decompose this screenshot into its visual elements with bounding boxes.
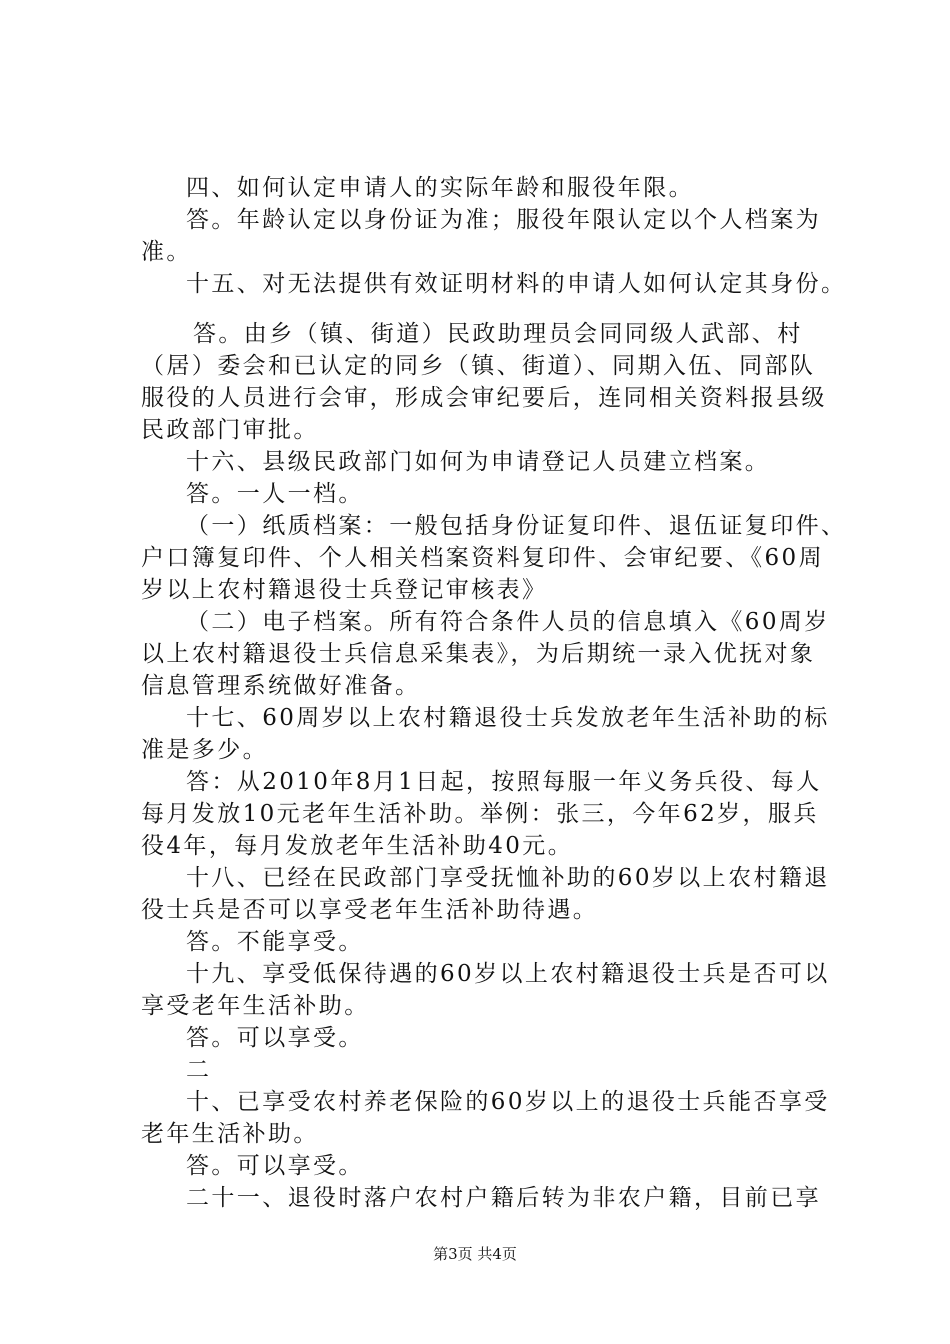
- question-line: 十九、享受低保待遇的60岁以上农村籍退役士兵是否可以: [186, 961, 830, 987]
- page-footer: [0, 1244, 950, 1264]
- question-line: 二十一、退役时落户农村户籍后转为非农户籍，目前已享: [186, 1185, 821, 1211]
- question-line: 四、如何认定申请人的实际年龄和服役年限。: [186, 175, 694, 201]
- answer-line: 答：从2010年8月1日起，按照每服一年义务兵役、每人: [186, 769, 822, 795]
- answer-line: 答。可以享受。: [186, 1025, 364, 1051]
- text-line: （居）委会和已认定的同乡（镇、街道）、同期入伍、同部队: [141, 353, 816, 379]
- body-text: [141, 172, 847, 1214]
- question-line: 十五、对无法提供有效证明材料的申请人如何认定其身份。: [186, 271, 847, 297]
- answer-line: 答。不能享受。: [186, 929, 364, 955]
- question-line: 十、已享受农村养老保险的60岁以上的退役士兵能否享受: [186, 1089, 830, 1115]
- answer-line: 答。一人一档。: [186, 481, 364, 507]
- text-line: 役士兵是否可以享受老年生活补助待遇。: [141, 897, 599, 923]
- answer-line: 答。可以享受。: [186, 1153, 364, 1179]
- question-line: 十七、60周岁以上农村籍退役士兵发放老年生活补助的标: [186, 705, 830, 731]
- question-line: 十六、县级民政部门如何为申请登记人员建立档案。: [186, 449, 771, 475]
- text-line: 民政部门审批。: [141, 417, 319, 443]
- text-line: 二: [186, 1057, 212, 1083]
- text-line: 岁以上农村籍退役士兵登记审核表》: [141, 577, 548, 603]
- text-line: 每月发放10元老年生活补助。举例：张三，今年62岁，服兵: [141, 801, 819, 827]
- text-line: 老年生活补助。: [141, 1121, 319, 1147]
- page-number: 第3页 共4页: [433, 1245, 517, 1263]
- answer-line: 答。由乡（镇、街道）民政助理员会同同级人武部、村: [193, 321, 803, 347]
- question-line: 十八、已经在民政部门享受抚恤补助的60岁以上农村籍退: [186, 865, 830, 891]
- text-line: 信息管理系统做好准备。: [141, 673, 421, 699]
- text-line: （一）纸质档案：一般包括身份证复印件、退伍证复印件、: [186, 513, 847, 539]
- text-line: 准。: [141, 239, 192, 265]
- text-line: 役4年，每月发放老年生活补助40元。: [141, 833, 574, 859]
- answer-line: 答。年龄认定以身份证为准；服役年限认定以个人档案为: [186, 207, 821, 233]
- text-line: （二）电子档案。所有符合条件人员的信息填入《60周岁: [186, 609, 830, 635]
- text-line: 户口簿复印件、个人相关档案资料复印件、会审纪要、《60周: [141, 545, 824, 571]
- text-line: 以上农村籍退役士兵信息采集表》，为后期统一录入优抚对象: [141, 641, 816, 667]
- text-line: 服役的人员进行会审，形成会审纪要后，连同相关资料报县级: [141, 385, 827, 411]
- text-line: 准是多少。: [141, 737, 268, 763]
- text-line: 享受老年生活补助。: [141, 993, 370, 1019]
